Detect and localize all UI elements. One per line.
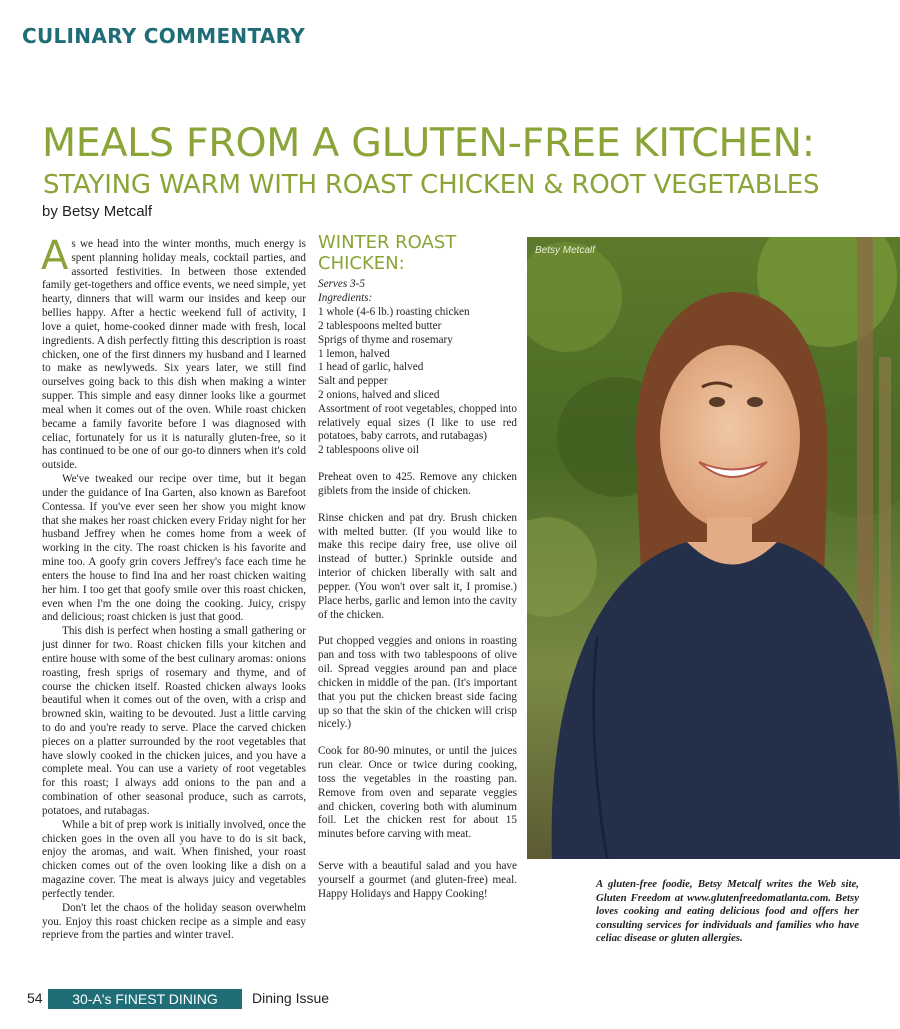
article-paragraph: This dish is perfect when hosting a small gathering or just dinner for two. Roast chicken fills your kitchen and entire house with some of the best culinary aromas: onions roasting, fresh sprigs of rosemary and thyme, and of course the chicken itself. Roasted chicken always looks beautiful when it comes out of the oven, with a crisp and browned skin, waiting to be devouted. Just a little carving to do and you're ready to serve. Place the carved chicken pieces on a platter surrounded by the root vegetables that have slowly cooked in the chicken juices, and you have a complete meal. You can use a variety of root vegetables for this roast; I always add onions to the pan and a combination of other seasonal produce, such as carrots, potatoes, and rutabagas.	[42, 625, 306, 817]
ingredient-item: 1 head of garlic, halved	[318, 361, 424, 374]
ingredient-item: 2 tablespoons olive oil	[318, 444, 419, 457]
ingredient-item: Sprigs of thyme and rosemary	[318, 333, 453, 346]
recipe-title: WINTER ROAST CHICKEN:	[318, 232, 457, 274]
ingredient-item: Salt and pepper	[318, 375, 388, 388]
byline: by Betsy Metcalf	[42, 203, 153, 220]
article-paragraph: Don't let the chaos of the holiday season overwhelm you. Enjoy this roast chicken recipe as a simple and easy reprieve from the parties and winter travel.	[42, 901, 306, 942]
subheadline: STAYING WARM WITH ROAST CHICKEN & ROOT VEGETABLES	[43, 170, 820, 200]
photo-caption: A gluten-free foodie, Betsy Metcalf writes the Web site, Gluten Freedom at www.glutenfreedomatlanta.com. Betsy loves cooking and eating delicious food and offers her consulting services for individuals and families who have celiac disease or gluten allergies.	[596, 878, 859, 945]
publication-bar: 30-A's FINEST DINING	[48, 989, 242, 1009]
recipe-step: Put chopped veggies and onions in roasting pan and toss with two tablespoons of olive oil. Spread veggies around pan and place chicken in middle of the pan. (It's important that you put the chicken breast side facing up so that the skin of the chicken will crisp nicely.)	[318, 635, 517, 731]
ingredient-item: Assortment of root vegetables, chopped into relatively equal sizes (I like to use red potatoes, baby carrots, and rutabagas)	[318, 402, 517, 443]
recipe-step: Preheat oven to 425. Remove any chicken giblets from the inside of chicken.	[318, 471, 517, 497]
page-number: 54	[27, 990, 43, 1006]
recipe-step: Rinse chicken and pat dry. Brush chicken with melted butter. (If you would like to make this recipe dairy free, use olive oil instead of butter.) Sprinkle outside and interior of chicken liberally with salt and pepper. (You won't over salt it, I promise.) Place herbs, garlic and lemon into the cavity of the chicken.	[318, 511, 517, 621]
photo-credit: Betsy Metcalf	[535, 245, 596, 256]
article-paragraph: While a bit of prep work is initially involved, once the chicken goes in the oven all you have to do is sit back, enjoy the aromas, and wait. When finished, your roast chicken comes out of the oven looking like a dish on a magazine cover. The meat is always juicy and vegetables perfectly tender.	[42, 818, 306, 900]
ingredient-item: 2 tablespoons melted butter	[318, 319, 442, 332]
headline: MEALS FROM A GLUTEN-FREE KITCHEN:	[42, 120, 815, 166]
article-paragraph: We've tweaked our recipe over time, but it began under the guidance of Ina Garten, also known as Barefoot Contessa. If you've ever seen her show you might know that she makes her roast chicken every Friday night for her husband Jeffrey when he comes home from a week of working in the city. The roast chicken is his favorite and mine too. A goofy grin covers Jeffrey's face each time he enters the house to find Ina and her roast chicken waiting her him. I too get that goofy smile over this roast chicken, even when I'm the one doing the cooking. Juicy, crispy and delicious; roast chicken is just that good.	[42, 473, 306, 624]
issue-label: Dining Issue	[252, 990, 330, 1006]
ingredient-list	[318, 306, 517, 458]
article-paragraph: As we head into the winter months, much energy is spent planning holiday meals, cocktail parties, and assorted festivities. In between those extended family get-togethers and office events, we need simple, yet hearty, dinners that will warm our insides and keep our bellies happy. After a hectic weekend full of activity, I love a quiet, home-cooked dinner made with fresh, local ingredients. A dish perfectly fitting this description is roast chicken, one of the first dinners my husband and I learned to make as newlyweds. Six years later, we still find ourselves going back to this dish when making a winter supper. This simple and easy dinner looks like a gourmet meal when it comes out of the oven. While roast chicken became a family favorite before I was diagnosed with celiac, fortunately for us it is naturally gluten-free, so it has continued to be one of our go-to dinners when it's cold outside.	[41, 233, 306, 472]
ingredients-label: Ingredients:	[318, 292, 373, 305]
section-label: CULINARY COMMENTARY	[22, 24, 306, 48]
drop-cap: A	[41, 233, 69, 279]
recipe-step: Serve with a beautiful salad and you have yourself a gourmet (and gluten-free) meal. Happy Holidays and Happy Cooking!	[318, 860, 517, 900]
article-body	[41, 233, 306, 943]
recipe-serves: Serves 3-5	[318, 278, 365, 291]
ingredient-item: 1 lemon, halved	[318, 347, 390, 360]
author-photo	[527, 237, 900, 859]
ingredient-item: 1 whole (4-6 lb.) roasting chicken	[318, 306, 470, 319]
recipe-box	[318, 233, 517, 902]
ingredient-item: 2 onions, halved and sliced	[318, 389, 440, 401]
recipe-step: Cook for 80-90 minutes, or until the juices run clear. Once or twice during cooking, toss the vegetables in the roasting pan. Remove from oven and separate veggies and chicken, covering both with aluminum foil. Let the chicken rest for about 15 minutes before carving with meat.	[318, 745, 517, 841]
